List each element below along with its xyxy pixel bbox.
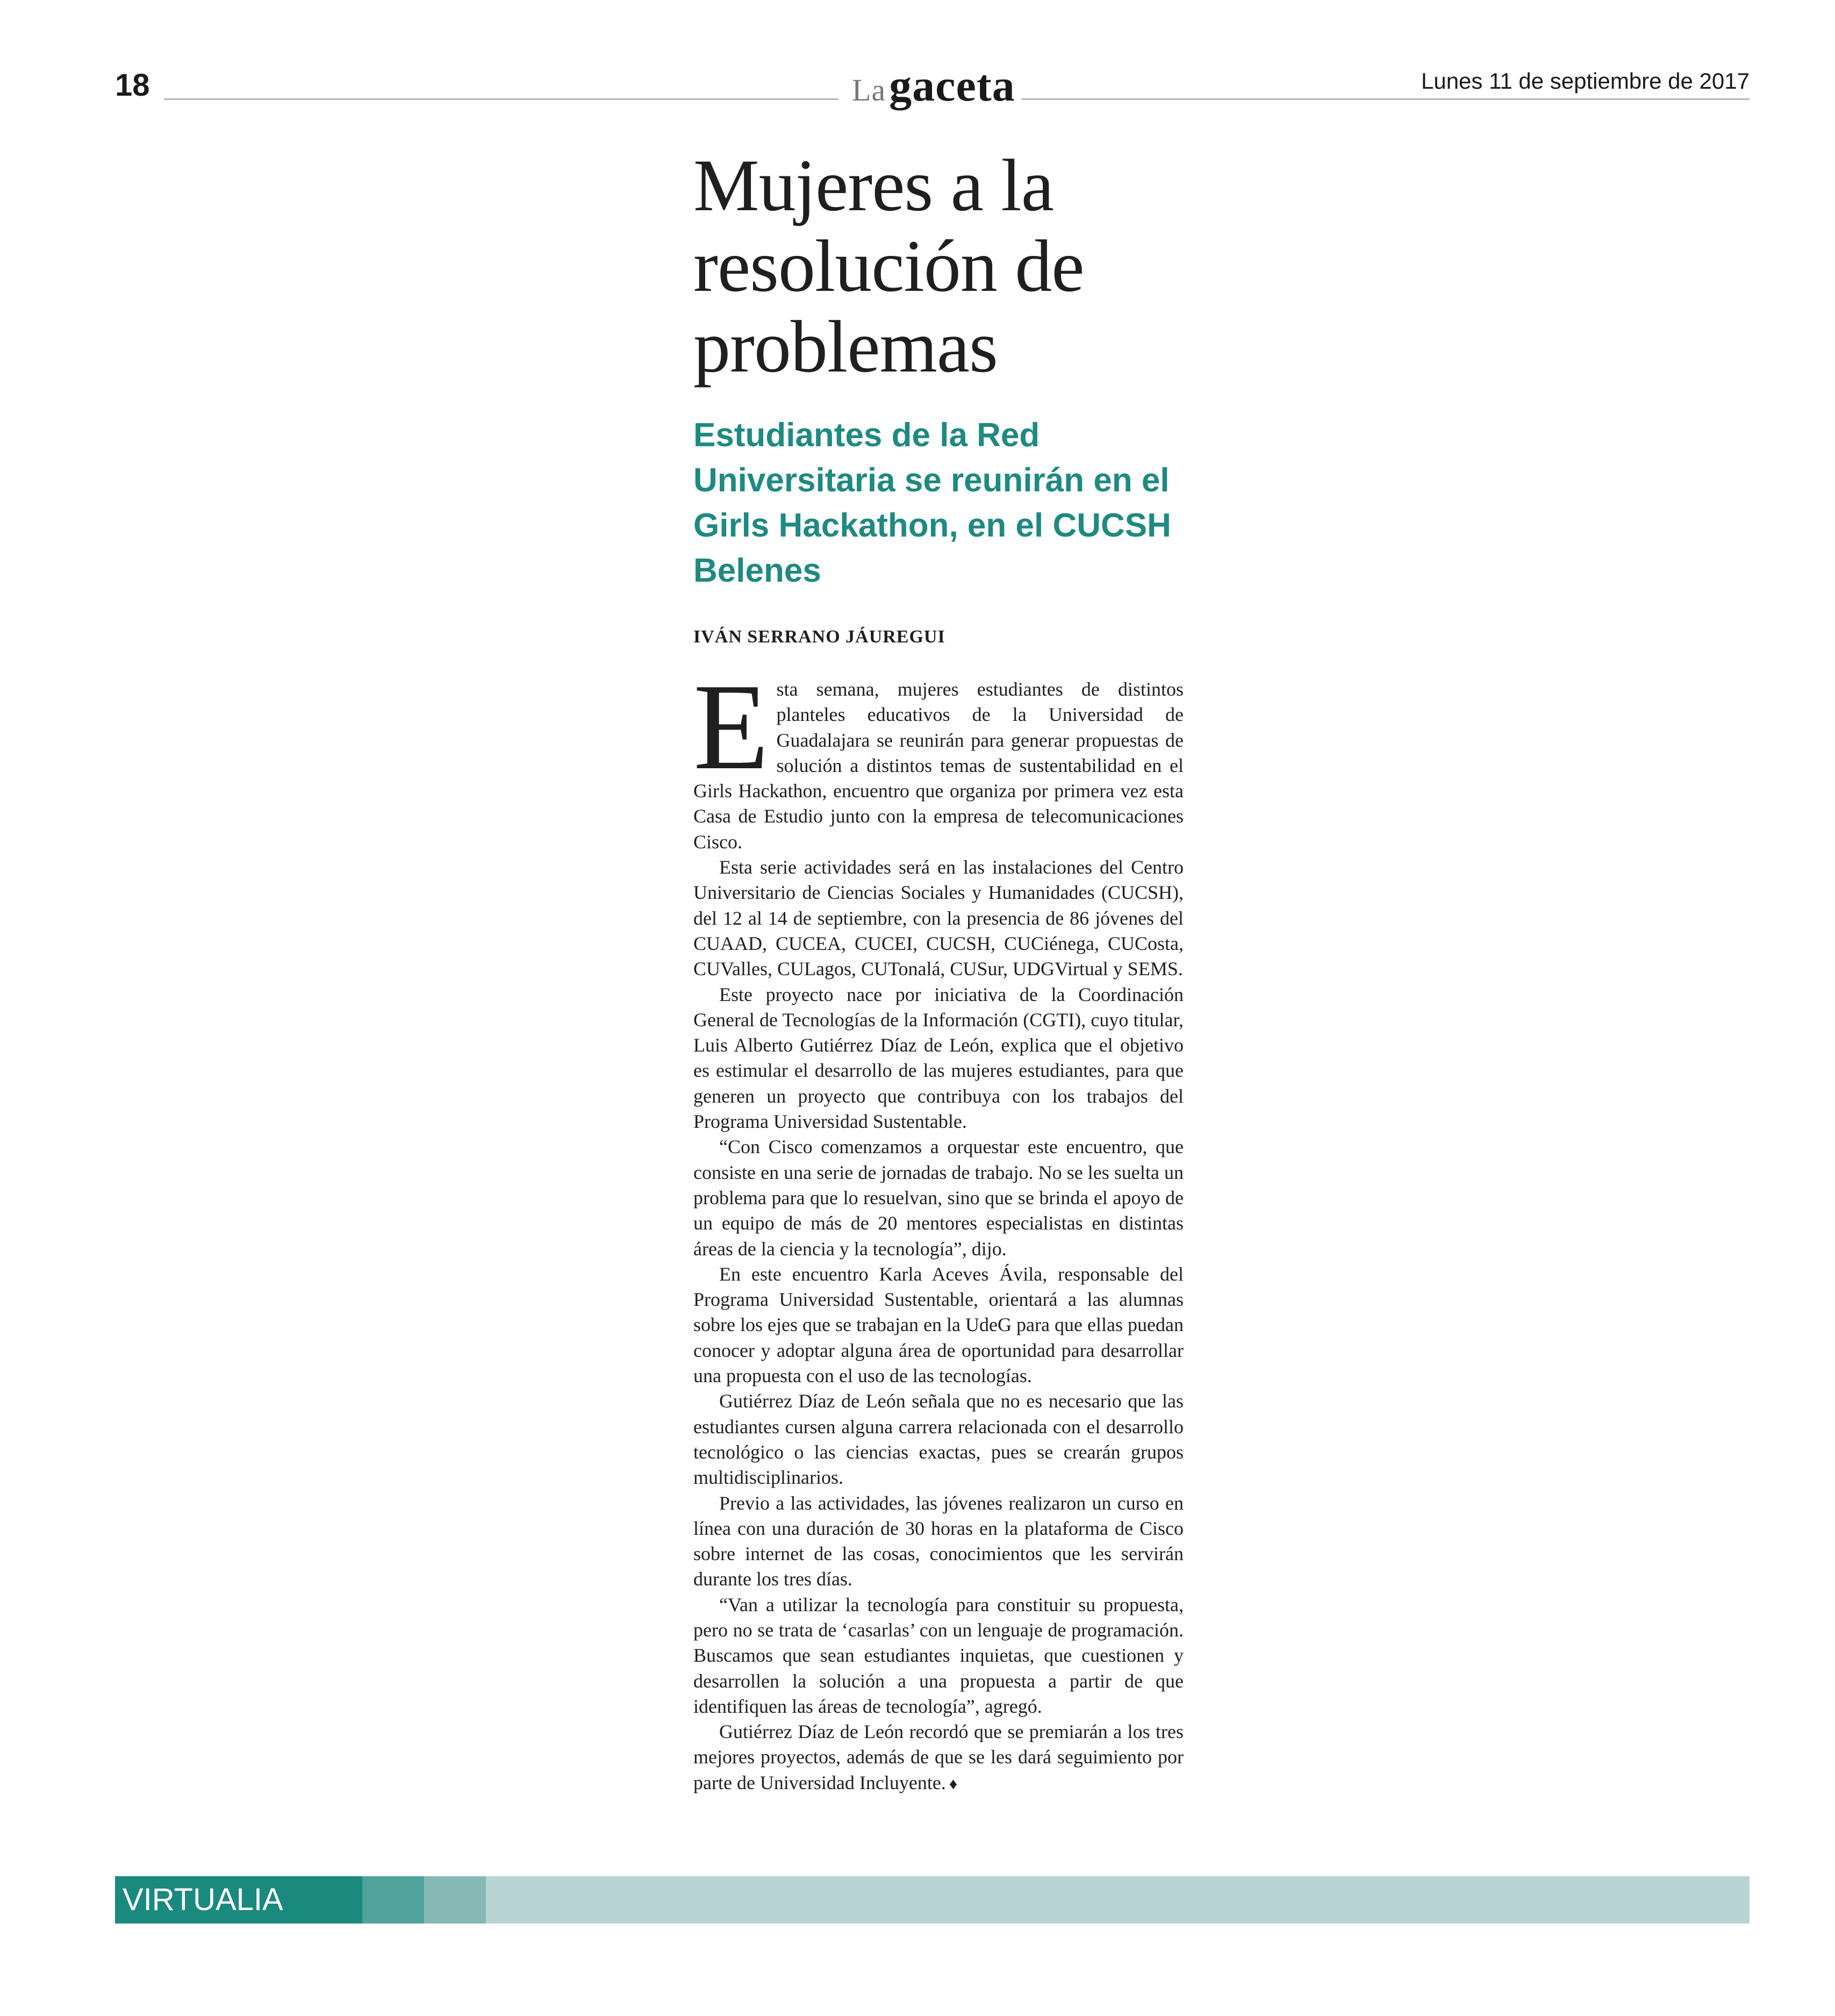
masthead-name: gaceta <box>889 61 1015 111</box>
section-footer-bar <box>115 1876 1750 1924</box>
header-rule-left <box>164 98 838 100</box>
article-paragraph: Esta serie actividades será en las instalaciones del Centro Universitario de Ciencias Sociales y Humanidades (CUCSH), del 12 al 14 de septiembre, con la presencia de 86 jóvenes del CUAAD, CUCEA, CUCEI, CUCSH, CUCiénega, CUCosta, CUValles, CULagos, CUTonalá, CUSur, UDGVirtual y SEMS. <box>693 856 1184 980</box>
article-paragraph <box>693 658 1184 855</box>
article-paragraph: Gutiérrez Díaz de León señala que no es necesario que las estudiantes cursen alguna carrera relacionada con el desarrollo tecnológico o las ciencias exactas, pues se crearán grupos multidisciplinarios. <box>693 1390 1184 1489</box>
masthead <box>852 63 1015 109</box>
article-paragraph <box>693 1719 1184 1797</box>
article-subtitle: Estudiantes de la Red Universitaria se reunirán en el Girls Hackathon, en el CUCSH Belenes <box>693 417 1171 589</box>
article-title: Mujeres a la resolución de problemas <box>693 144 1084 388</box>
article <box>693 145 1184 1797</box>
paragraph-text: Gutiérrez Díaz de León recordó que se premiarán a los tres mejores proyectos, además de que se les dará seguimiento por parte de Universidad Incluyente. <box>693 1721 1184 1793</box>
masthead-la: La <box>852 73 886 108</box>
page-number: 18 <box>115 68 150 103</box>
article-paragraph: “Con Cisco comenzamos a orquestar este encuentro, que consiste en una serie de jornadas de trabajo. No se les suelta un problema para que lo resuelvan, sino que se brinda el apoyo de un equipo de más de 20 mentores especialistas en distintas áreas de la ciencia y la tecnología”, dijo. <box>693 1136 1184 1260</box>
article-paragraph: Este proyecto nace por iniciativa de la Coordinación General de Tecnologías de la Información (CGTI), cuyo titular, Luis Alberto Gutiérrez Díaz de León, explica que el objetivo es estimular el desarrollo de las mujeres estudiantes, para que generen un proyecto que contribuya con los trabajos del Programa Universidad Sustentable. <box>693 983 1184 1133</box>
header-rule-right <box>1021 98 1750 100</box>
paragraph-text: sta semana, mujeres estudiantes de distintos planteles educativos de la Universidad de Guadalajara se reunirán para generar propuestas de solución a distintos temas de sustentabilidad en el Girls Hackathon, encuentro que organiza por primera vez esta Casa de Estudio junto con la empresa de telecomunicaciones Cisco. <box>693 678 1184 853</box>
article-body <box>693 658 1184 1797</box>
footer-accent-block <box>424 1876 486 1924</box>
issue-date: Lunes 11 de septiembre de 2017 <box>1421 68 1750 94</box>
footer-accent-block <box>362 1876 424 1924</box>
article-byline: IVÁN SERRANO JÁUREGUI <box>693 627 945 647</box>
page-header <box>0 0 1835 140</box>
article-paragraph: “Van a utilizar la tecnología para constituir su propuesta, pero no se trata de ‘casarlas’ con un lenguaje de programación. Buscamos que sean estudiantes inquietas, que cuestionen y desarrollen la solución a una propuesta a partir de que identifiquen las áreas de tecnología”, agregó. <box>693 1593 1184 1717</box>
drop-cap: E <box>693 658 769 795</box>
article-paragraph: Previo a las actividades, las jóvenes realizaron un curso en línea con una duración de 30 horas en la plataforma de Cisco sobre internet de las cosas, conocimientos que les servirán durante los tres días. <box>693 1492 1184 1590</box>
article-paragraph: En este encuentro Karla Aceves Ávila, responsable del Programa Universidad Sustentable, orientará a las alumnas sobre los ejes que se trabajan en la UdeG para que ellas puedan conocer y adoptar alguna área de oportunidad para desarrollar una propuesta con el uso de las tecnologías. <box>693 1263 1184 1387</box>
end-mark-icon: ♦ <box>949 1775 958 1793</box>
section-label: VIRTUALIA <box>115 1876 362 1924</box>
